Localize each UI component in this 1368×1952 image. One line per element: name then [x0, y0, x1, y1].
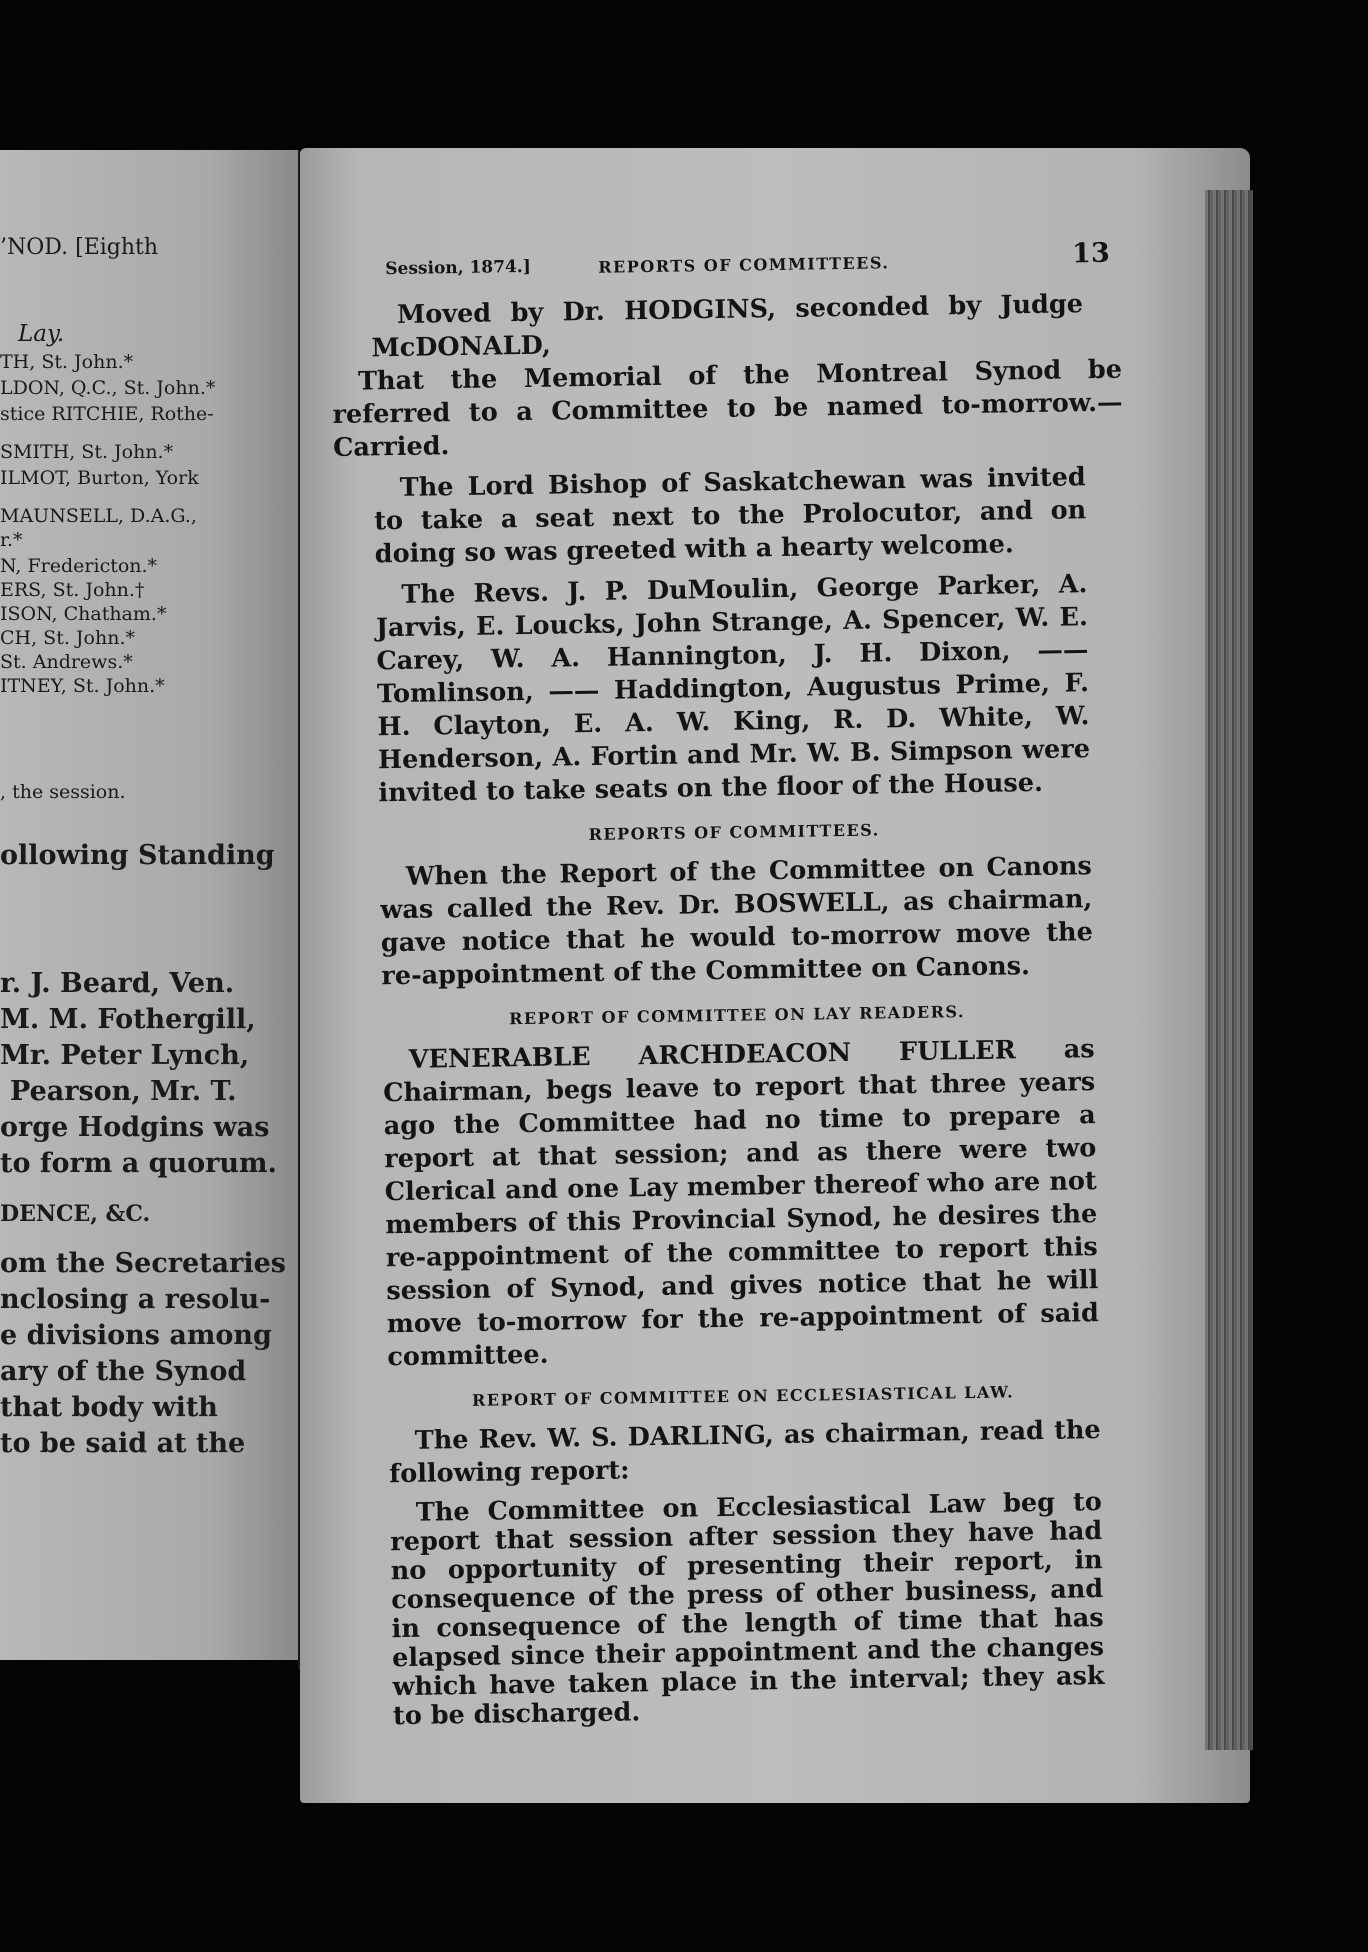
left-line: r.* — [0, 529, 23, 551]
left-line: ISON, Chatham.* — [0, 603, 167, 625]
left-line: Lay. — [18, 321, 65, 347]
left-line: orge Hodgins was — [0, 1112, 270, 1143]
left-line: om the Secretaries — [0, 1248, 287, 1279]
darling-paragraph: The Rev. W. S. DARLING, as chairman, read the following report: — [389, 1415, 1101, 1490]
left-line: Mr. Peter Lynch, — [0, 1040, 250, 1071]
left-line: TH, St. John.* — [0, 351, 134, 373]
left-line: St. Andrews.* — [0, 651, 133, 673]
left-line: ’NOD. [Eighth — [0, 235, 159, 260]
left-line: that body with — [0, 1392, 218, 1423]
running-head-session: Session, 1874.] — [385, 256, 531, 280]
left-line: Pearson, Mr. T. — [10, 1076, 237, 1107]
left-line: nclosing a resolu- — [0, 1284, 271, 1315]
revs-paragraph: The Revs. J. P. DuMoulin, George Parker, A. Jarvis, E. Loucks, John Strange, A. Spencer, W. E. Carey, W. A. Hannington, J. H. Dixon, —— Tomlinson, —— Haddington, Augustus Prime, F. H. Clayton, E. A. W. King, R. D. White, W. Henderson, A. Fortin and Mr. W. B. Simpson were invited to take seats on the floor of the House. — [375, 569, 1091, 809]
section-heading-reports: REPORTS OF COMMITTEES. — [588, 820, 880, 845]
motion-paragraph: That the Memorial of the Montreal Synod be referred to a Committee to be named to-morrow.—Carried. — [332, 354, 1123, 463]
bishop-paragraph: The Lord Bishop of Saskatchewan was invited to take a seat next to the Prolocutor, and on doing so was greeted with a hearty welcome. — [374, 462, 1087, 570]
left-line: MAUNSELL, D.A.G., — [0, 505, 197, 527]
left-line: SMITH, St. John.* — [0, 441, 174, 463]
motion-line: Moved by Dr. HODGINS, seconded by Judge McDONALD, — [371, 289, 1084, 364]
left-line: LDON, Q.C., St. John.* — [0, 377, 216, 399]
left-line: , the session. — [0, 781, 126, 803]
left-line: ERS, St. John.† — [0, 579, 145, 601]
page-number: 13 — [1071, 237, 1110, 270]
left-line: ILMOT, Burton, York — [0, 467, 199, 489]
left-line: ollowing Standing — [0, 840, 275, 871]
left-facing-page — [0, 150, 298, 1660]
left-line: N, Fredericton.* — [0, 555, 158, 577]
left-line: ary of the Synod — [0, 1356, 247, 1387]
lay-readers-paragraph: VENERABLE ARCHDEACON FULLER as Chairman, begs leave to report that three years ago the Committee had no time to prepare a report at that session; and as there were two Clerical and one Lay member thereof who are not members of this Provincial Synod, he desires the re-appointment of the committee to report this session of Synod, and gives notice that he will move to-morrow for the re-appointment of said committee. — [383, 1034, 1100, 1373]
left-line: to form a quorum. — [0, 1148, 277, 1179]
ecclesiastical-report-paragraph: The Committee on Ecclesiastical Law beg to report that session after session they have had no opportunity of presenting their report, in consequence of the press of other business, and in consequence of the length of time that has elapsed since their appointment and the changes which have taken place in the interval; they ask to be discharged. — [390, 1487, 1105, 1732]
left-line: e divisions among — [0, 1320, 272, 1351]
section-heading-ecclesiastical-law: REPORT OF COMMITTEE ON ECCLESIASTICAL LAW. — [471, 1382, 1015, 1410]
left-line: CH, St. John.* — [0, 627, 135, 649]
page-edge-stack — [1205, 190, 1253, 1750]
page-text-block — [330, 238, 1143, 1732]
left-line: ITNEY, St. John.* — [0, 675, 165, 697]
left-line: stice RITCHIE, Rothe- — [0, 403, 214, 425]
left-line: r. J. Beard, Ven. — [0, 968, 235, 999]
running-head-title: REPORTS OF COMMITTEES. — [598, 253, 890, 277]
canons-paragraph: When the Report of the Committee on Canons was called the Rev. Dr. BOSWELL, as chairman, gave notice that he would to-morrow move the re-appointment of the Committee on Canons. — [380, 851, 1094, 992]
section-heading-lay-readers: REPORT OF COMMITTEE ON LAY READERS. — [508, 1002, 966, 1029]
left-line: to be said at the — [0, 1428, 246, 1459]
left-line: M. M. Fothergill, — [0, 1004, 256, 1035]
left-line: DENCE, &C. — [0, 1201, 151, 1227]
